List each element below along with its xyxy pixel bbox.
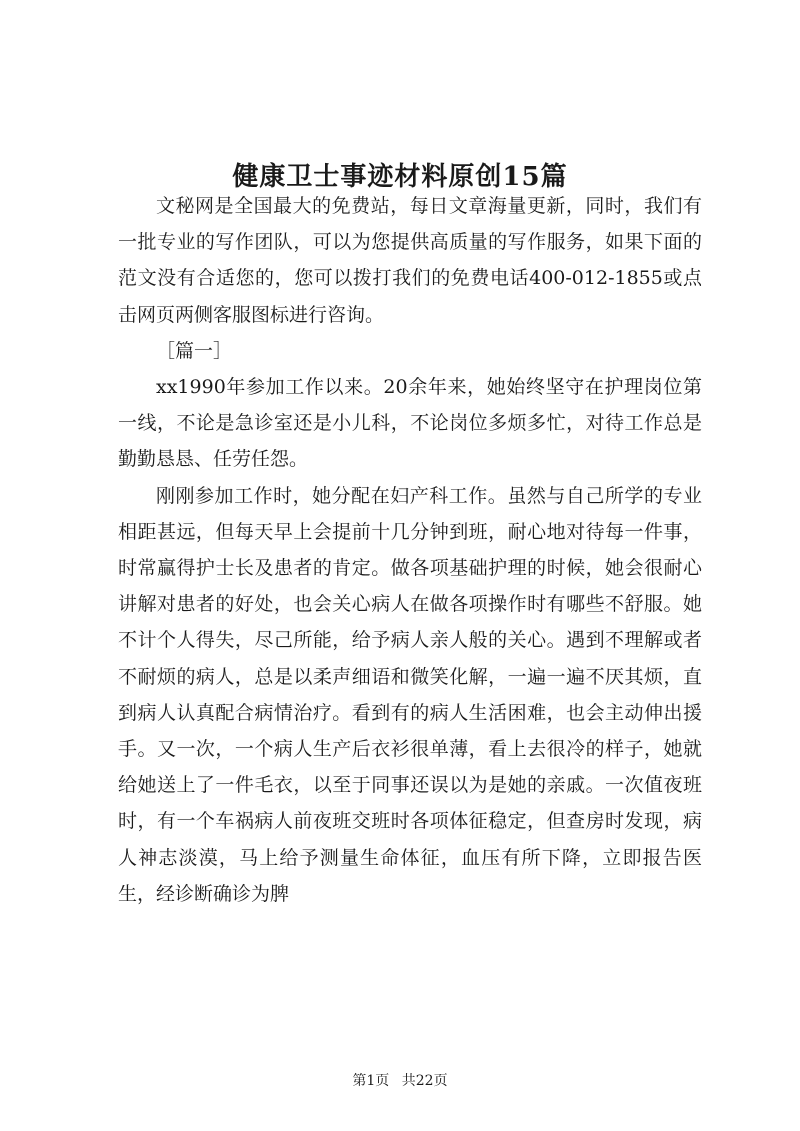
body-paragraph: xx1990年参加工作以来。20余年来，她始终坚守在护理岗位第一线，不论是急诊室还是小儿科，不论岗位多烦多忙，对待工作总是勤勤恳恳、任劳任怨。 xyxy=(118,376,702,471)
page-total: 共22页 xyxy=(401,1073,448,1089)
page-footer xyxy=(0,1071,800,1091)
body-paragraph: 刚刚参加工作时，她分配在妇产科工作。虽然与自己所学的专业相距甚远，但每天早上会提前十几分钟到班，耐心地对待每一件事，时常赢得护士长及患者的肯定。做各项基础护理的时候，她会很耐心讲解对患者的好处，也会关心病人在做各项操作时有哪些不舒服。她不计个人得失，尽己所能，给予病人亲人般的关心。遇到不理解或者不耐烦的病人，总是以柔声细语和微笑化解，一遍一遍不厌其烦，直到病人认真配合病情治疗。看到有的病人生活困难，也会主动伸出援手。又一次，一个病人生产后衣衫很单薄，看上去很冷的样子，她就给她送上了一件毛衣，以至于同事还误以为是她的亲戚。一次值夜班时，有一个车祸病人前夜班交班时各项体征稳定，但查房时发现，病人神志淡漠，马上给予测量生命体征，血压有所下降，立即报告医生，经诊断确诊为脾 xyxy=(118,484,702,905)
intro-paragraph: 文秘网是全国最大的免费站，每日文章海量更新，同时，我们有一批专业的写作团队，可以为您提供高质量的写作服务，如果下面的范文没有合适您的，您可以拨打我们的免费电话400-012-1855或点击网页两侧客服图标进行咨询。 xyxy=(118,195,702,326)
page-number: 第1页 xyxy=(352,1073,390,1089)
section-heading: ［篇一］ xyxy=(156,339,233,362)
document-title: 健康卫士事迹材料原创15篇 xyxy=(232,162,568,193)
document-body xyxy=(118,188,702,912)
